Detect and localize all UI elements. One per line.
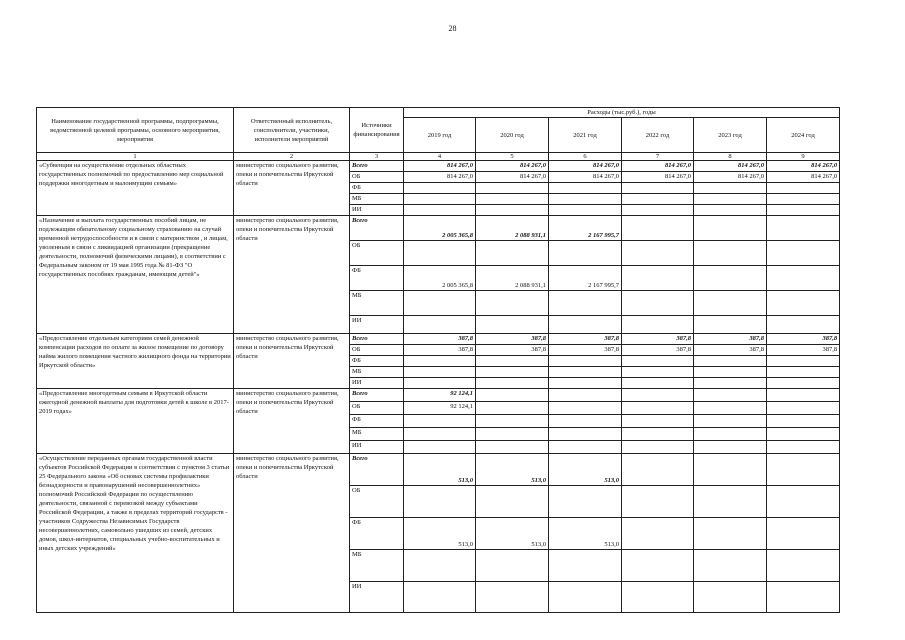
amount-cell	[549, 415, 622, 428]
total-amount-cell: 814 267,0	[694, 161, 767, 172]
amount-cell	[549, 550, 622, 582]
amount-cell	[549, 367, 622, 378]
amount-cell	[694, 194, 767, 205]
amount-cell	[622, 316, 694, 334]
amount-cell	[476, 316, 549, 334]
amount-cell	[404, 291, 476, 316]
amount-cell	[476, 356, 549, 367]
total-amount-cell	[622, 454, 694, 486]
executor: министерство социального развития, опеки и попечительства Иркутской области	[234, 454, 350, 613]
funding-source: ИИ	[350, 441, 404, 454]
funding-source: Всего	[350, 389, 404, 402]
amount-cell	[622, 428, 694, 441]
table-row	[37, 161, 840, 172]
column-number: 4	[404, 153, 476, 161]
amount-cell	[549, 356, 622, 367]
funding-source: ОБ	[350, 172, 404, 183]
amount-cell	[694, 205, 767, 216]
amount-cell	[549, 316, 622, 334]
amount-cell	[404, 316, 476, 334]
amount-cell	[694, 518, 767, 550]
amount-cell	[404, 205, 476, 216]
table-row	[37, 389, 840, 402]
amount-cell	[549, 194, 622, 205]
amount-cell: 2 088 931,1	[476, 266, 549, 291]
funding-source: ФБ	[350, 415, 404, 428]
amount-cell	[549, 241, 622, 266]
amount-cell	[767, 441, 840, 454]
amount-cell: 814 267,0	[476, 172, 549, 183]
header-year: 2019 год	[404, 118, 476, 153]
amount-cell	[476, 402, 549, 415]
header-year: 2023 год	[694, 118, 767, 153]
funding-source: ИИ	[350, 316, 404, 334]
amount-cell	[622, 582, 694, 613]
amount-cell: 387,8	[767, 345, 840, 356]
total-amount-cell: 814 267,0	[767, 161, 840, 172]
amount-cell	[622, 518, 694, 550]
total-amount-cell: 814 267,0	[622, 161, 694, 172]
program-name: «Субвенция на осуществление отдельных областных государственных полномочий по предоставлению мер социальной поддержки многодетным и малоимущим семьям»	[37, 161, 234, 216]
total-amount-cell: 814 267,0	[476, 161, 549, 172]
column-number-row	[37, 153, 840, 161]
amount-cell	[404, 367, 476, 378]
amount-cell	[476, 367, 549, 378]
amount-cell: 814 267,0	[404, 172, 476, 183]
table-row	[37, 216, 840, 241]
funding-source: Всего	[350, 216, 404, 241]
amount-cell	[404, 378, 476, 389]
total-amount-cell: 2 005 365,8	[404, 216, 476, 241]
funding-source: Всего	[350, 454, 404, 486]
amount-cell	[694, 415, 767, 428]
amount-cell: 2 005 365,8	[404, 266, 476, 291]
amount-cell	[694, 441, 767, 454]
amount-cell	[767, 415, 840, 428]
amount-cell	[622, 241, 694, 266]
funding-source: ОБ	[350, 345, 404, 356]
amount-cell: 513,0	[476, 518, 549, 550]
header-year: 2022 год	[622, 118, 694, 153]
table-row	[37, 454, 840, 486]
funding-source: ФБ	[350, 183, 404, 194]
amount-cell	[476, 441, 549, 454]
funding-source: МБ	[350, 367, 404, 378]
amount-cell: 814 267,0	[694, 172, 767, 183]
amount-cell	[694, 266, 767, 291]
column-number: 9	[767, 153, 840, 161]
amount-cell	[476, 486, 549, 518]
funding-source: ИИ	[350, 378, 404, 389]
amount-cell	[622, 291, 694, 316]
amount-cell: 814 267,0	[622, 172, 694, 183]
amount-cell	[476, 205, 549, 216]
funding-source: ОБ	[350, 241, 404, 266]
amount-cell	[694, 428, 767, 441]
funding-source: ФБ	[350, 518, 404, 550]
header-program-name: Наименование государственной программы, подпрограммы, ведомственной целевой программы, основного мероприятия, мероприятия	[37, 108, 234, 153]
amount-cell	[476, 428, 549, 441]
amount-cell: 814 267,0	[767, 172, 840, 183]
funding-source: ОБ	[350, 486, 404, 518]
amount-cell	[767, 367, 840, 378]
executor: министерство социального развития, опеки и попечительства Иркутской области	[234, 389, 350, 454]
amount-cell	[622, 441, 694, 454]
executor: министерство социального развития, опеки и попечительства Иркутской области	[234, 161, 350, 216]
program-name: «Предоставление отдельным категориям семей денежной компенсации расходов по оплате за жилое помещение по договору найма жилого помещения частного жилищного фонда на территории Иркутской области»	[37, 334, 234, 389]
amount-cell	[694, 356, 767, 367]
amount-cell	[476, 194, 549, 205]
amount-cell	[622, 367, 694, 378]
total-amount-cell	[622, 389, 694, 402]
amount-cell	[694, 367, 767, 378]
total-amount-cell: 2 088 931,1	[476, 216, 549, 241]
total-amount-cell	[767, 454, 840, 486]
total-amount-cell: 2 167 995,7	[549, 216, 622, 241]
executor: министерство социального развития, опеки и попечительства Иркутской области	[234, 334, 350, 389]
amount-cell	[767, 266, 840, 291]
program-name: «Предоставление многодетным семьям в Иркутской области ежегодной денежной выплаты для подготовки детей к школе в 2017-2019 годах»	[37, 389, 234, 454]
amount-cell	[694, 402, 767, 415]
amount-cell	[622, 205, 694, 216]
column-number: 2	[234, 153, 350, 161]
amount-cell	[694, 183, 767, 194]
total-amount-cell: 387,8	[404, 334, 476, 345]
total-amount-cell: 92 124,1	[404, 389, 476, 402]
amount-cell: 513,0	[404, 518, 476, 550]
amount-cell	[476, 183, 549, 194]
amount-cell: 2 167 995,7	[549, 266, 622, 291]
amount-cell	[767, 518, 840, 550]
budget-table	[36, 107, 840, 613]
amount-cell	[476, 241, 549, 266]
amount-cell	[622, 183, 694, 194]
amount-cell	[549, 582, 622, 613]
funding-source: ФБ	[350, 356, 404, 367]
program-name: «Назначение и выплата государственных пособий лицам, не подлежащим обязательному социальному страхованию на случай временной нетрудоспособности и в связи с материнством , и лицам, уволенным в связи с ликвидацией организации (прекращение деятельности, полномочий физическими лицами), в соответствии с Федеральным законом от 19 мая 1995 года № 81-ФЗ "О государственных пособиях гражданам, имеющим детей"»	[37, 216, 234, 334]
total-amount-cell	[622, 216, 694, 241]
amount-cell	[476, 582, 549, 613]
amount-cell	[549, 183, 622, 194]
amount-cell	[549, 428, 622, 441]
total-amount-cell: 513,0	[549, 454, 622, 486]
header-year: 2020 год	[476, 118, 549, 153]
total-amount-cell	[767, 216, 840, 241]
amount-cell	[694, 486, 767, 518]
amount-cell	[767, 428, 840, 441]
amount-cell	[622, 194, 694, 205]
amount-cell	[694, 291, 767, 316]
column-number: 8	[694, 153, 767, 161]
amount-cell	[767, 402, 840, 415]
amount-cell	[767, 316, 840, 334]
amount-cell	[476, 378, 549, 389]
total-amount-cell: 814 267,0	[404, 161, 476, 172]
total-amount-cell	[767, 389, 840, 402]
amount-cell	[694, 316, 767, 334]
total-amount-cell	[549, 389, 622, 402]
amount-cell	[622, 266, 694, 291]
amount-cell	[404, 241, 476, 266]
total-amount-cell: 387,8	[476, 334, 549, 345]
funding-source: МБ	[350, 291, 404, 316]
amount-cell	[622, 356, 694, 367]
amount-cell	[549, 291, 622, 316]
total-amount-cell: 814 267,0	[549, 161, 622, 172]
amount-cell	[622, 550, 694, 582]
amount-cell	[767, 356, 840, 367]
program-name: «Осуществление переданных органам государственной власти субъектов Российской Федерации в соответствии с пунктом 3 статьи 25 Федерального закона «Об основах системы профилактики безнадзорности и правонарушений несовершеннолетних» полномочий Российской Федерации по осуществлению деятельности, связанной с перевозкой между субъектами Российской Федерации, а также в пределах территорий государств - участников Содружества Независимых Государств несовершеннолетних, самовольно ушедших из семей, детских домов, школ-интернатов, специальных учебно-воспитательных и иных детских учреждений»	[37, 454, 234, 613]
amount-cell	[622, 486, 694, 518]
funding-source: ИИ	[350, 205, 404, 216]
amount-cell: 814 267,0	[549, 172, 622, 183]
column-number: 5	[476, 153, 549, 161]
amount-cell: 387,8	[622, 345, 694, 356]
amount-cell	[622, 415, 694, 428]
page-number: 28	[448, 24, 457, 33]
header-executor: Ответственный исполнитель, соисполнители, участники, исполнители мероприятий	[234, 108, 350, 153]
amount-cell	[549, 441, 622, 454]
total-amount-cell	[694, 216, 767, 241]
amount-cell	[549, 402, 622, 415]
total-amount-cell: 513,0	[404, 454, 476, 486]
amount-cell	[476, 415, 549, 428]
amount-cell	[622, 402, 694, 415]
amount-cell	[694, 550, 767, 582]
amount-cell: 92 124,1	[404, 402, 476, 415]
amount-cell	[476, 291, 549, 316]
funding-source: МБ	[350, 194, 404, 205]
executor: министерство социального развития, опеки и попечительства Иркутской области	[234, 216, 350, 334]
amount-cell	[767, 291, 840, 316]
column-number: 1	[37, 153, 234, 161]
total-amount-cell: 387,8	[622, 334, 694, 345]
amount-cell	[404, 486, 476, 518]
total-amount-cell	[694, 389, 767, 402]
amount-cell	[404, 194, 476, 205]
total-amount-cell: 387,8	[549, 334, 622, 345]
amount-cell	[404, 415, 476, 428]
column-number: 7	[622, 153, 694, 161]
amount-cell	[767, 194, 840, 205]
funding-source: МБ	[350, 550, 404, 582]
amount-cell: 387,8	[549, 345, 622, 356]
amount-cell	[694, 582, 767, 613]
funding-source: ФБ	[350, 266, 404, 291]
total-amount-cell: 387,8	[694, 334, 767, 345]
amount-cell	[767, 378, 840, 389]
amount-cell: 513,0	[549, 518, 622, 550]
amount-cell: 387,8	[694, 345, 767, 356]
amount-cell: 387,8	[476, 345, 549, 356]
table-row	[37, 334, 840, 345]
amount-cell: 387,8	[404, 345, 476, 356]
funding-source: МБ	[350, 428, 404, 441]
total-amount-cell: 387,8	[767, 334, 840, 345]
amount-cell	[404, 441, 476, 454]
amount-cell	[476, 550, 549, 582]
amount-cell	[549, 486, 622, 518]
funding-source: ОБ	[350, 402, 404, 415]
header-expenses: Расходы (тыс.руб.), годы	[404, 108, 840, 118]
amount-cell	[404, 582, 476, 613]
amount-cell	[767, 183, 840, 194]
header-funding-source: Источники финансирования	[350, 108, 404, 153]
amount-cell	[694, 241, 767, 266]
amount-cell	[767, 550, 840, 582]
funding-source: Всего	[350, 334, 404, 345]
total-amount-cell	[694, 454, 767, 486]
column-number: 3	[350, 153, 404, 161]
amount-cell	[404, 428, 476, 441]
amount-cell	[404, 550, 476, 582]
amount-cell	[549, 378, 622, 389]
total-amount-cell: 513,0	[476, 454, 549, 486]
header-year: 2024 год	[767, 118, 840, 153]
amount-cell	[549, 205, 622, 216]
amount-cell	[404, 356, 476, 367]
funding-source: ИИ	[350, 582, 404, 613]
amount-cell	[767, 241, 840, 266]
funding-source: Всего	[350, 161, 404, 172]
amount-cell	[767, 205, 840, 216]
amount-cell	[404, 183, 476, 194]
amount-cell	[767, 582, 840, 613]
amount-cell	[694, 378, 767, 389]
amount-cell	[767, 486, 840, 518]
header-year: 2021 год	[549, 118, 622, 153]
total-amount-cell	[476, 389, 549, 402]
column-number: 6	[549, 153, 622, 161]
amount-cell	[622, 378, 694, 389]
